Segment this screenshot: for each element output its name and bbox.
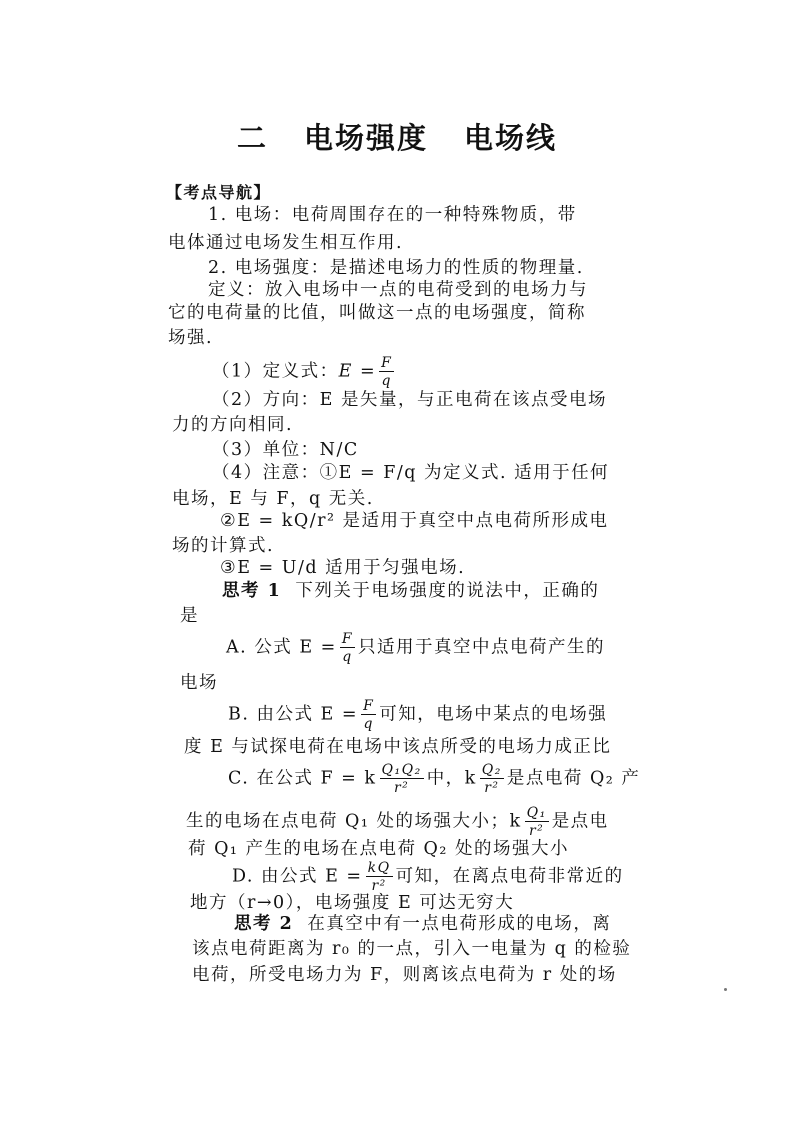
d2-line2: 力的方向相同. [172, 415, 294, 435]
option-a-line1 [226, 632, 605, 664]
fraction-numerator: kQ [367, 860, 391, 876]
option-a-line2: 电场 [180, 673, 218, 693]
fraction-numerator: F [381, 355, 393, 371]
d2-line1: （2）方向：E 是矢量，与正电荷在该点受电场 [212, 390, 607, 410]
option-b-line1 [228, 699, 607, 731]
title-part-b: 电场线 [464, 121, 558, 155]
definition-lead: （1）定义式： [212, 361, 339, 382]
think1-line2: 是 [180, 606, 199, 626]
p1-line1: 1. 电场：电荷周围存在的一种特殊物质，带 [208, 205, 577, 225]
fraction-numerator: F [363, 698, 375, 714]
d3-line1: （3）单位：N/C [212, 440, 359, 460]
think2-label: 思考 2 [234, 914, 294, 934]
think2-line2: 该点电荷距离为 r₀ 的一点，引入一电量为 q 的检验 [192, 939, 632, 959]
section-tag: 【考点导航】 [166, 183, 272, 202]
option-c-l2-pre: 生的电场在点电荷 Q₁ 处的场强大小；k [186, 811, 522, 832]
p3-line3: 场强. [168, 328, 214, 348]
fraction-f-over-q [379, 356, 394, 388]
p3-line1: 定义：放入电场中一点的电荷受到的电场力与 [208, 280, 588, 300]
option-a-fraction [340, 632, 355, 664]
option-b-pre: B. 由公式 E = [228, 704, 359, 725]
n2-line1: ②E = kQ/r² 是适用于真空中点电荷所形成电 [220, 511, 609, 531]
option-d-post: 可知，在离点电荷非常近的 [395, 866, 624, 887]
option-b-line2: 度 E 与试探电荷在电场中该点所受的电场力成正比 [184, 737, 612, 757]
think1-line1 [222, 578, 599, 604]
think2-line1 [234, 911, 611, 937]
option-c-fraction-3 [525, 806, 549, 838]
p3-line2: 它的电荷量的比值，叫做这一点的电场强度，简称 [168, 303, 586, 323]
page-title [0, 116, 794, 157]
fraction-numerator: F [341, 631, 354, 647]
fraction-denominator: r² [371, 878, 387, 894]
definition-lhs: E = [338, 361, 377, 382]
option-d-line1 [232, 861, 624, 893]
title-number: 二 [236, 121, 268, 155]
option-c-fraction-2 [480, 763, 504, 795]
option-b-fraction [361, 699, 376, 731]
option-d-fraction [366, 861, 393, 893]
think2-line3: 电荷，所受电场力为 F，则离该点电荷为 r 处的场 [192, 965, 617, 985]
scan-speck [724, 988, 727, 991]
option-c-fraction-1 [380, 763, 424, 795]
option-d-line2: 地方（r→0），电场强度 E 可达无穷大 [190, 893, 515, 913]
fraction-denominator: q [342, 649, 353, 665]
p2-line1: 2. 电场强度：是描述电场力的性质的物理量. [208, 258, 584, 278]
fraction-denominator: q [381, 373, 392, 389]
n2-line2: 场的计算式. [172, 536, 275, 556]
fraction-denominator: q [363, 716, 374, 732]
n3-line1: ③E = U/d 适用于匀强电场. [220, 558, 466, 578]
think2-text: 在真空中有一点电荷形成的电场，离 [307, 914, 612, 934]
option-c-post: 是点电荷 Q₂ 产 [506, 768, 641, 789]
option-b-post: 可知，电场中某点的电场强 [379, 704, 608, 725]
think1-label: 思考 1 [222, 581, 282, 601]
option-c-mid: 中，k [426, 768, 477, 789]
fraction-numerator: Q₁Q₂ [381, 762, 422, 778]
option-c-pre: C. 在公式 F = k [228, 768, 377, 789]
fraction-numerator: Q₁ [526, 805, 547, 821]
option-c-l2-post: 是点电 [551, 811, 609, 832]
fraction-denominator: r² [484, 780, 500, 796]
option-c-line1 [228, 763, 640, 795]
fraction-denominator: r² [393, 780, 410, 796]
d4-line2: 电场，E 与 F，q 无关. [172, 489, 374, 509]
option-a-post: 只适用于真空中点电荷产生的 [358, 637, 606, 658]
d4-line1: （4）注意：①E = F/q 为定义式. 适用于任何 [212, 463, 610, 483]
option-c-line3: 荷 Q₁ 产生的电场在点电荷 Q₂ 处的场强大小 [188, 839, 569, 859]
think1-text: 下列关于电场强度的说法中，正确的 [295, 581, 600, 601]
option-a-pre: A. 公式 E = [226, 637, 337, 658]
title-part-a: 电场强度 [303, 121, 428, 155]
fraction-numerator: Q₂ [481, 762, 502, 778]
fraction-denominator: r² [528, 823, 545, 839]
definition-formula [212, 356, 397, 388]
option-c-line2 [186, 806, 609, 838]
option-d-pre: D. 由公式 E = [232, 866, 363, 887]
p1-line2: 电体通过电场发生相互作用. [168, 233, 404, 253]
